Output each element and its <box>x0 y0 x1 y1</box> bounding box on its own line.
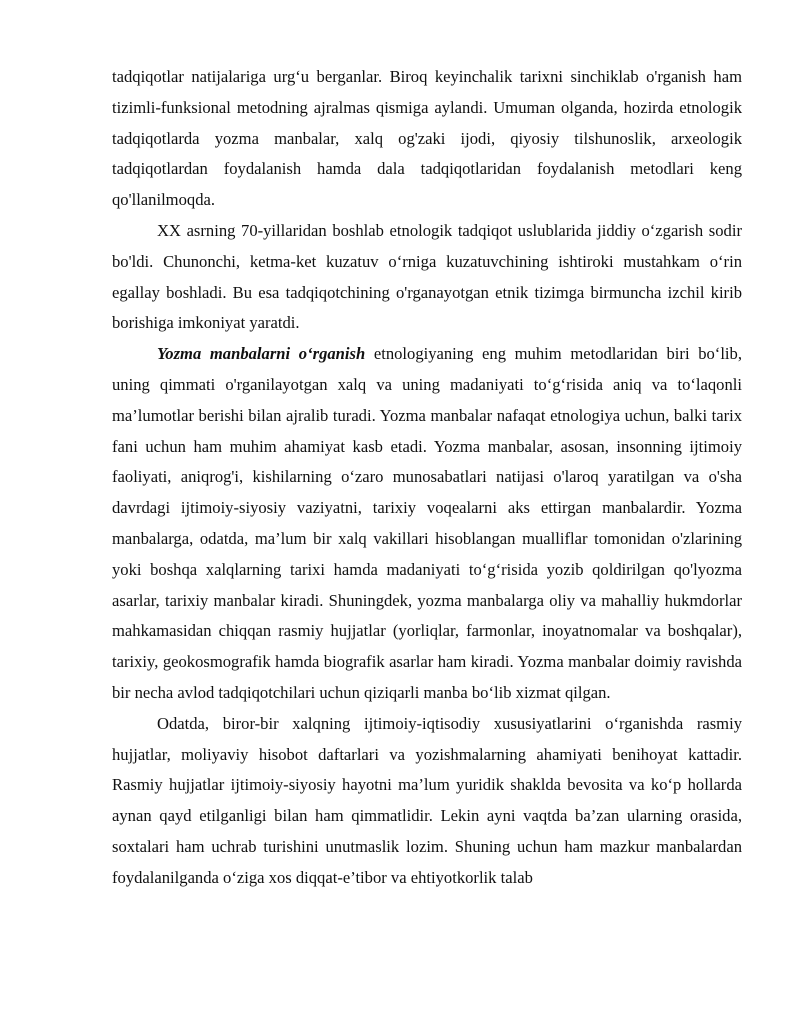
paragraph-4 <box>112 709 742 894</box>
paragraph-3-emphasis: Yozma manbalarni o‘rganish <box>157 344 366 364</box>
paragraph-4-text: Odatda, biror-bir xalqning ijtimoiy-iqtisodiy xususiyatlarini o‘rganishda rasmiy hujjatlar, moliyaviy hisobot daftarlari va yozishmalarning ahamiyati benihoyat kattadir. Rasmiy hujjatlar ijtimoiy-siyosiy hayotni ma’lum yuridik shaklda bevosita va ko‘p hollarda aynan qayd etilganligi bilan ham qimmatlidir. Lekin ayni vaqtda ba’zan ularning orasida, soxtalari ham uchrab turishini unutmaslik lozim. Shuning uchun ham mazkur manbalardan foydalanilganda o‘ziga xos diqqat-e’tibor va ehtiyotkorlik talab <box>112 713 742 887</box>
paragraph-3-text: etnologiyaning eng muhim metodlaridan biri bo‘lib, uning qimmati o'rganilayotgan xalq va uning madaniyati to‘g‘risida aniq va to‘laqonli ma’lumotlar berishi bilan ajralib turadi. Yozma manbalar nafaqat etnologiya uchun, balki tarix fani uchun ham muhim ahamiyat kasb etadi. Yozma manbalar, asosan, insonning ijtimoiy faoliyati, aniqrog'i, kishilarning o‘zaro munosabatlari natijasi o'laroq yaratilgan va o'sha davrdagi ijtimoiy-siyosiy vaziyatni, tarixiy voqealarni aks ettirgan manbalardir. Yozma manbalarga, odatda, ma’lum bir xalq vakillari hisoblangan mualliflar tomonidan o'zlarining yoki boshqa xalqlarning tarixi hamda madaniyati to‘g‘risida yozib qoldirilgan qo'lyozma asarlar, tarixiy manbalar kiradi. Shuningdek, yozma manbalarga oliy va mahalliy hukmdorlar mahkamasidan chiqqan rasmiy hujjatlar (yorliqlar, farmonlar, inoyatnomalar va boshqalar), tarixiy, geokosmografik hamda biografik asarlar ham kiradi. Yozma manbalar doimiy ravishda bir necha avlod tadqiqotchilari uchun qiziqarli manba bo‘lib xizmat qilgan. <box>112 344 742 702</box>
paragraph-1 <box>112 62 742 216</box>
paragraph-3 <box>112 339 742 709</box>
paragraph-2-text: XX asrning 70-yillaridan boshlab etnologik tadqiqot uslublarida jiddiy o‘zgarish sodir bo'ldi. Chunonchi, ketma-ket kuzatuv o‘rniga kuzatuvchining ishtiroki mustahkam o‘rin egallay boshladi. Bu esa tadqiqotchining o'rganayotgan etnik tizimga birmuncha izchil kirib borishiga imkoniyat yaratdi. <box>112 220 742 333</box>
paragraph-1-text: tadqiqotlar natijalariga urg‘u berganlar. Biroq keyinchalik tarixni sinchiklab o'rganish ham tizimli-funksional metodning ajralmas qismiga aylandi. Umuman olganda, hozirda etnologik tadqiqotlarda yozma manbalar, xalq og'zaki ijodi, qiyosiy tilshunoslik, arxeologik tadqiqotlardan foydalanish hamda dala tadqiqotlaridan foydalanish metodlari keng qo'llanilmoqda. <box>112 67 742 210</box>
paragraph-2 <box>112 216 742 339</box>
document-page <box>112 62 742 894</box>
